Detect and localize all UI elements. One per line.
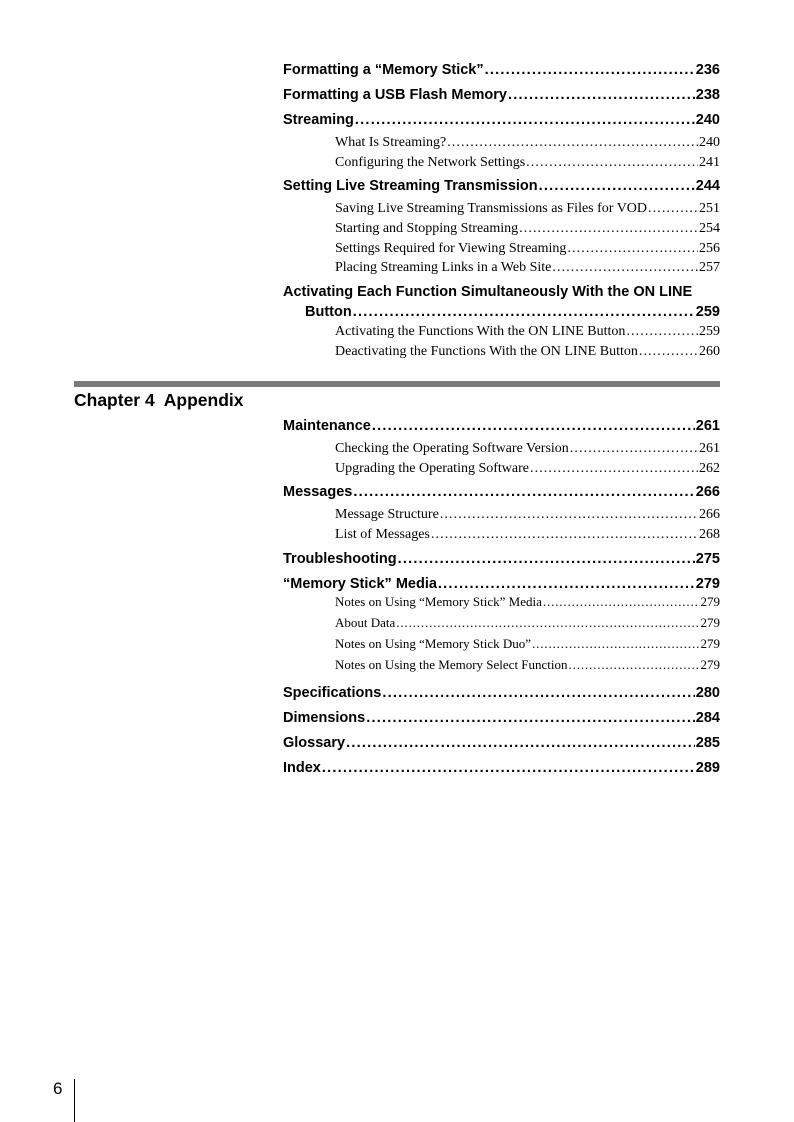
toc-entry-page: 251 xyxy=(699,201,720,217)
toc-subentry-list-of-messages[interactable] xyxy=(283,525,720,545)
toc-entry-troubleshooting[interactable] xyxy=(283,547,720,572)
toc-entry-page: 238 xyxy=(695,87,720,103)
leader-dots xyxy=(440,505,698,525)
leader-dots xyxy=(366,706,695,731)
toc-entry-title: About Data xyxy=(335,614,396,630)
toc-subentry-starting-stopping[interactable] xyxy=(283,219,720,239)
chapter-heading: Chapter 4 Appendix xyxy=(74,390,244,410)
toc-entry-page: 236 xyxy=(695,62,720,78)
leader-dots xyxy=(353,480,694,505)
toc-entry-page: 279 xyxy=(700,614,720,630)
toc-entry-title: Placing Streaming Links in a Web Site xyxy=(335,260,552,276)
toc-entry-title: Specifications xyxy=(283,684,382,701)
toc-entry-page: 279 xyxy=(700,593,720,609)
leader-dots xyxy=(567,239,698,259)
toc-entry-title: Index xyxy=(283,759,321,776)
chapter-divider xyxy=(74,381,720,387)
toc-subentry-saving-live[interactable] xyxy=(283,199,720,219)
leader-dots xyxy=(322,756,695,781)
toc-entry-formatting-usb[interactable] xyxy=(283,83,720,108)
page-number: 6 xyxy=(53,1079,63,1098)
toc-entry-page: 279 xyxy=(700,635,720,651)
leader-dots xyxy=(543,591,700,612)
toc-subentry-about-data[interactable] xyxy=(283,612,720,633)
toc-entry-page: 275 xyxy=(695,550,720,567)
toc-entry-title: List of Messages xyxy=(335,527,430,543)
toc-entry-title: What Is Streaming? xyxy=(335,135,447,150)
toc-entry-title: Settings Required for Viewing Streaming xyxy=(335,240,567,256)
toc-entry-title: Formatting a “Memory Stick” xyxy=(283,62,484,78)
leader-dots xyxy=(532,633,699,654)
toc-entry-title: Checking the Operating Software Version xyxy=(335,441,569,456)
toc-subentry-configuring-network[interactable] xyxy=(283,153,720,173)
leader-dots xyxy=(382,681,694,706)
leader-dots xyxy=(508,83,695,108)
toc-entry-page: 285 xyxy=(695,734,720,751)
toc-entry-index[interactable] xyxy=(283,756,720,781)
toc-entry-title: Troubleshooting xyxy=(283,550,397,567)
leader-dots xyxy=(526,153,698,173)
leader-dots xyxy=(519,219,698,239)
toc-entry-page: 241 xyxy=(699,154,720,170)
toc-entry-title: Configuring the Network Settings xyxy=(335,154,526,170)
toc-subentry-activating-functions[interactable] xyxy=(283,322,720,342)
toc-entry-page: 259 xyxy=(699,324,720,340)
toc-entry-title: Dimensions xyxy=(283,709,366,726)
toc-entry-page: 256 xyxy=(699,240,720,256)
toc-entry-page: 260 xyxy=(699,343,720,359)
toc-entry-page: 284 xyxy=(695,709,720,726)
toc-entry-continuation xyxy=(283,302,720,322)
toc-entry-specifications[interactable] xyxy=(283,681,720,706)
leader-dots xyxy=(570,439,698,459)
toc-entry-page: 257 xyxy=(699,260,720,276)
toc-entry-title: Starting and Stopping Streaming xyxy=(335,221,519,237)
leader-dots xyxy=(398,547,695,572)
toc-entry-page: 240 xyxy=(699,135,720,150)
toc-entry-title: Notes on Using “Memory Stick” Media xyxy=(335,593,542,609)
toc-subentry-settings-viewing[interactable] xyxy=(283,239,720,259)
toc-entry-page: 262 xyxy=(699,460,720,476)
toc-entry-glossary[interactable] xyxy=(283,731,720,756)
toc-subentry-notes-memory-stick-media[interactable] xyxy=(283,591,720,612)
leader-dots xyxy=(639,342,698,362)
toc-entry-maintenance[interactable] xyxy=(283,414,720,439)
toc-entry-streaming[interactable] xyxy=(283,108,720,133)
leader-dots xyxy=(530,459,698,479)
toc-entry-title: Message Structure xyxy=(335,507,439,523)
toc-entry-title: Upgrading the Operating Software xyxy=(335,460,529,476)
toc-subentry-message-structure[interactable] xyxy=(283,505,720,525)
toc-subentry-notes-memory-stick-duo[interactable] xyxy=(283,633,720,654)
leader-dots xyxy=(569,654,700,675)
toc-entry-title: Glossary xyxy=(283,734,346,751)
toc-entry-title: Setting Live Streaming Transmission xyxy=(283,178,538,195)
leader-dots xyxy=(353,302,695,322)
toc-entry-page: 244 xyxy=(695,178,720,195)
toc-section-2 xyxy=(283,414,720,781)
toc-subentry-checking-version[interactable] xyxy=(283,439,720,459)
toc-entry-title: Messages xyxy=(283,484,353,501)
leader-dots xyxy=(346,731,695,756)
toc-entry-page: 266 xyxy=(699,507,720,523)
toc-section-1 xyxy=(283,58,720,362)
toc-entry-page: 280 xyxy=(695,684,720,701)
toc-entry-page: 259 xyxy=(695,304,720,321)
leader-dots xyxy=(447,133,698,153)
toc-entry-title: Formatting a USB Flash Memory xyxy=(283,87,507,103)
toc-entry-page: 268 xyxy=(699,527,720,543)
leader-dots xyxy=(626,322,698,342)
toc-entry-page: 279 xyxy=(700,656,720,672)
leader-dots xyxy=(648,199,698,219)
toc-entry-page: 279 xyxy=(695,575,720,592)
toc-entry-title: Notes on Using “Memory Stick Duo” xyxy=(335,635,532,651)
leader-dots xyxy=(552,258,698,278)
toc-entry-title: Maintenance xyxy=(283,418,371,434)
page-number-rule xyxy=(74,1079,75,1122)
toc-subentry-what-is-streaming[interactable] xyxy=(283,133,720,153)
toc-entry-page: 261 xyxy=(699,441,720,456)
toc-entry-title: Activating Each Function Simultaneously With the ON LINE xyxy=(283,284,693,301)
toc-subentry-placing-links[interactable] xyxy=(283,258,720,278)
toc-entry-page: 289 xyxy=(695,759,720,776)
toc-entry-page: 266 xyxy=(695,484,720,501)
toc-entry-setting-live-streaming[interactable] xyxy=(283,174,720,199)
toc-entry-title: Activating the Functions With the ON LINE Button xyxy=(335,324,626,340)
toc-entry-page: 240 xyxy=(695,112,720,128)
toc-subentry-notes-memory-select[interactable] xyxy=(283,654,720,675)
toc-entry-activating-each-function[interactable] xyxy=(283,282,720,322)
toc-entry-dimensions[interactable] xyxy=(283,706,720,731)
toc-entry-title-cont: Button xyxy=(305,304,352,321)
leader-dots xyxy=(355,108,695,133)
leader-dots xyxy=(396,612,699,633)
toc-entry-title: Streaming xyxy=(283,112,354,128)
toc-subentry-deactivating-functions[interactable] xyxy=(283,342,720,362)
toc-entry-formatting-memory-stick[interactable] xyxy=(283,58,720,83)
toc-entry-title: “Memory Stick” Media xyxy=(283,575,437,592)
toc-entry-title: Notes on Using the Memory Select Function xyxy=(335,656,568,672)
leader-dots xyxy=(431,525,698,545)
leader-dots xyxy=(485,58,695,83)
leader-dots xyxy=(539,174,695,199)
toc-entry-messages[interactable] xyxy=(283,480,720,505)
toc-entry-title: Saving Live Streaming Transmissions as Files for VOD xyxy=(335,201,648,217)
toc-entry-title: Deactivating the Functions With the ON LINE Button xyxy=(335,343,638,359)
toc-subentry-upgrading-software[interactable] xyxy=(283,459,720,479)
leader-dots xyxy=(372,414,695,439)
toc-entry-page: 254 xyxy=(699,221,720,237)
toc-entry-page: 261 xyxy=(695,418,720,434)
